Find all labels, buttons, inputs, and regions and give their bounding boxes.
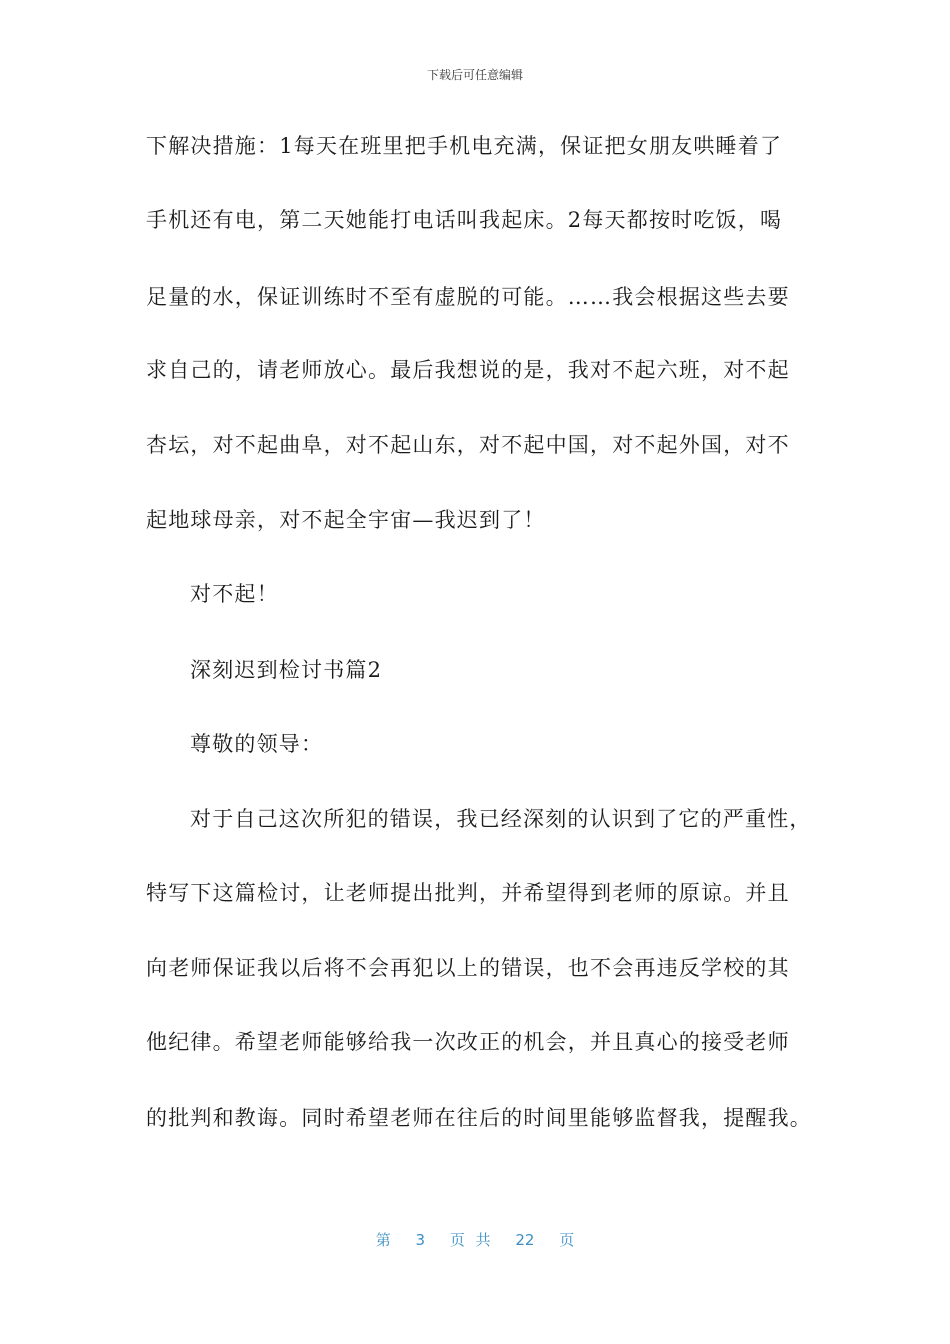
section-title: 深刻迟到检讨书篇2 bbox=[190, 658, 383, 682]
footer-current-page: 3 bbox=[415, 1231, 426, 1249]
body-line-2: 手机还有电，第二天她能打电话叫我起床。2每天都按时吃饭，喝 bbox=[146, 208, 783, 232]
body-line-4: 求自己的，请老师放心。最后我想说的是，我对不起六班，对不起 bbox=[146, 358, 790, 382]
footer-middle: 页 共 bbox=[449, 1231, 491, 1249]
body-line-14: 的批判和教诲。同时希望老师在往后的时间里能够监督我，提醒我。 bbox=[146, 1106, 812, 1130]
body-line-3: 足量的水，保证训练时不至有虚脱的可能。……我会根据这些去要 bbox=[146, 285, 790, 309]
body-line-1: 下解决措施：1每天在班里把手机电充满，保证把女朋友哄睡着了 bbox=[146, 134, 783, 158]
page-footer bbox=[0, 1229, 950, 1250]
footer-suffix: 页 bbox=[559, 1231, 575, 1249]
body-line-6: 起地球母亲，对不起全宇宙—我迟到了！ bbox=[146, 508, 546, 532]
body-line-11: 特写下这篇检讨，让老师提出批判，并希望得到老师的原谅。并且 bbox=[146, 881, 790, 905]
footer-prefix: 第 bbox=[375, 1231, 391, 1249]
footer-total-pages: 22 bbox=[515, 1231, 535, 1249]
body-line-5: 杏坛，对不起曲阜，对不起山东，对不起中国，对不起外国，对不 bbox=[146, 433, 790, 457]
salutation: 尊敬的领导： bbox=[190, 732, 324, 756]
body-line-13: 他纪律。希望老师能够给我一次改正的机会，并且真心的接受老师 bbox=[146, 1030, 790, 1054]
body-line-12: 向老师保证我以后将不会再犯以上的错误，也不会再违反学校的其 bbox=[146, 956, 790, 980]
page-header: 下载后可任意编辑 bbox=[426, 68, 523, 82]
body-line-10: 对于自己这次所犯的错误，我已经深刻的认识到了它的严重性， bbox=[190, 807, 812, 831]
paragraph-apology: 对不起！ bbox=[190, 582, 279, 606]
